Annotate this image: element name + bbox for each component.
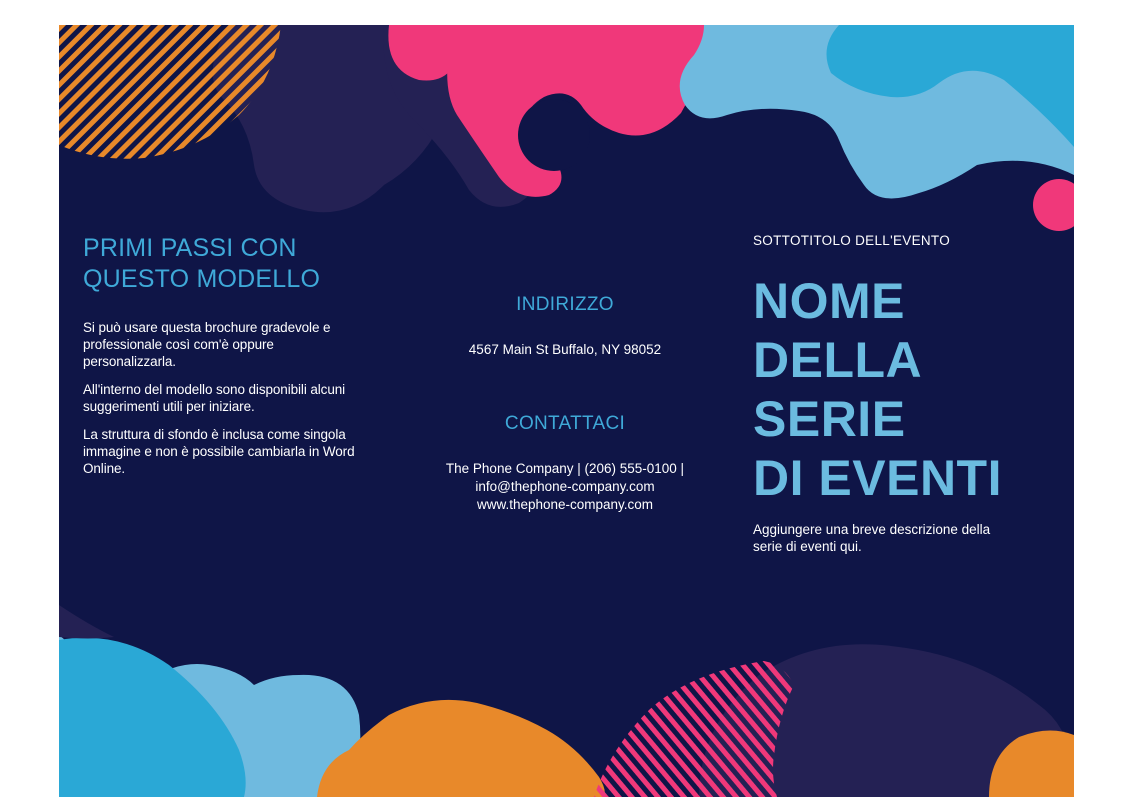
event-subtitle: SOTTOTITOLO DELL'EVENTO <box>753 233 951 248</box>
address-text: 4567 Main St Buffalo, NY 98052 <box>468 342 662 357</box>
contact-website-line: www.thephone-company.com <box>476 497 654 512</box>
left-panel <box>83 233 363 488</box>
contact-phone-line: The Phone Company | (206) 555-0100 | <box>445 461 685 476</box>
tips-paragraph: All'interno del modello sono disponibili alcuni suggerimenti utili per iniziare. <box>83 382 346 414</box>
contact-heading: CONTATTACI <box>504 413 626 434</box>
heading-line-2: QUESTO MODELLO <box>83 265 321 293</box>
background-note-paragraph: La struttura di sfondo è inclusa come singola immagine e non è possibile cambiarla in Word Online. <box>83 427 355 476</box>
title-line-2: DELLA <box>753 332 923 388</box>
getting-started-heading <box>83 233 363 295</box>
contact-email-line: info@thephone-company.com <box>475 479 655 494</box>
address-heading: INDIRIZZO <box>516 294 614 315</box>
heading-line-1: PRIMI PASSI CON <box>83 234 297 262</box>
intro-paragraph: Si può usare questa brochure gradevole e professionale così com'è oppure personalizzarla. <box>83 320 331 369</box>
middle-panel <box>410 293 720 514</box>
title-line-4: DI EVENTI <box>753 450 1002 506</box>
right-panel <box>753 232 1053 555</box>
brochure-page <box>59 25 1074 797</box>
event-description: Aggiungere una breve descrizione della serie di eventi qui. <box>753 522 991 554</box>
title-line-1: NOME <box>753 273 905 329</box>
event-series-title <box>753 272 1053 508</box>
contact-details <box>410 460 720 514</box>
title-line-3: SERIE <box>753 391 906 447</box>
